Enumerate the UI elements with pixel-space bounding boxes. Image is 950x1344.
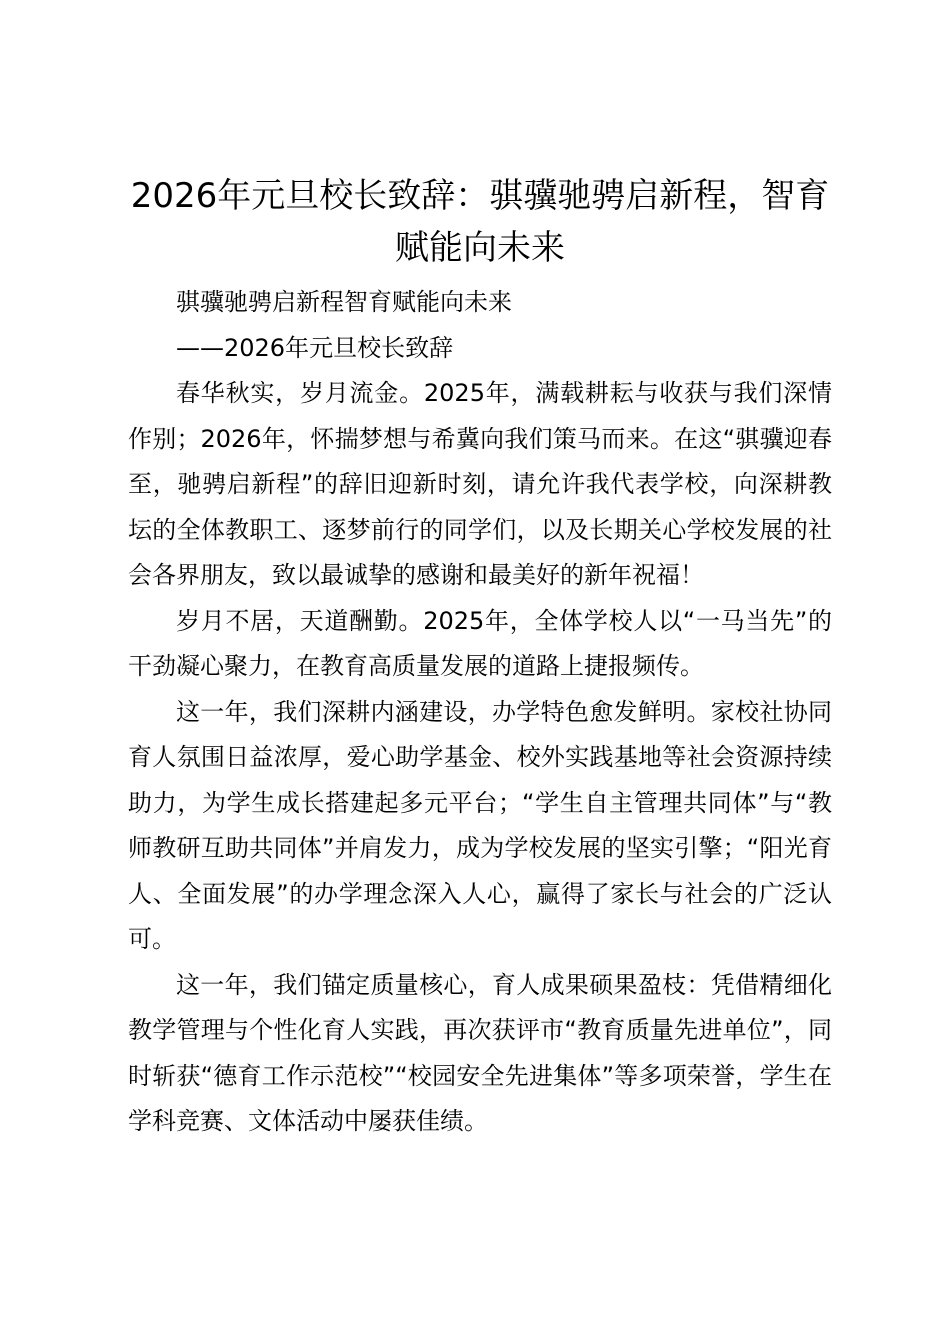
body-paragraph: 这一年，我们深耕内涵建设，办学特色愈发鲜明。家校社协同育人氛围日益浓厚，爱心助学基金、校外实践基地等社会资源持续助力，为学生成长搭建起多元平台；“学生自主管理共同体”与“教师教研互助共同体”并肩发力，成为学校发展的坚实引擎；“阳光育人、全面发展”的办学理念深入人心，赢得了家长与社会的广泛认可。 <box>128 697 832 953</box>
document-title: 2026年元旦校长致辞：骐骥驰骋启新程，智育赋能向未来 <box>130 176 830 268</box>
subtitle-line-1: 骐骥驰骋启新程智育赋能向未来 <box>176 288 512 316</box>
body-paragraph: 岁月不居，天道酬勤。2025年，全体学校人以“一马当先”的干劲凝心聚力，在教育高质量发展的道路上捷报频传。 <box>128 606 832 680</box>
body-paragraph: 这一年，我们锚定质量核心，育人成果硕果盈枝：凭借精细化教学管理与个性化育人实践，再次获评市“教育质量先进单位”，同时斩获“德育工作示范校”“校园安全先进集体”等多项荣誉，学生在学科竞赛、文体活动中屡获佳绩。 <box>128 970 832 1135</box>
document-page <box>128 170 832 1145</box>
subtitle-line-2: ——2026年元旦校长致辞 <box>176 333 454 362</box>
body-paragraph: 春华秋实，岁月流金。2025年，满载耕耘与收获与我们深情作别；2026年，怀揣梦想与希冀向我们策马而来。在这“骐骥迎春至，驰骋启新程”的辞旧迎新时刻，请允许我代表学校，向深耕教坛的全体教职工、逐梦前行的同学们，以及长期关心学校发展的社会各界朋友，致以最诚挚的感谢和最美好的新年祝福！ <box>128 379 832 589</box>
